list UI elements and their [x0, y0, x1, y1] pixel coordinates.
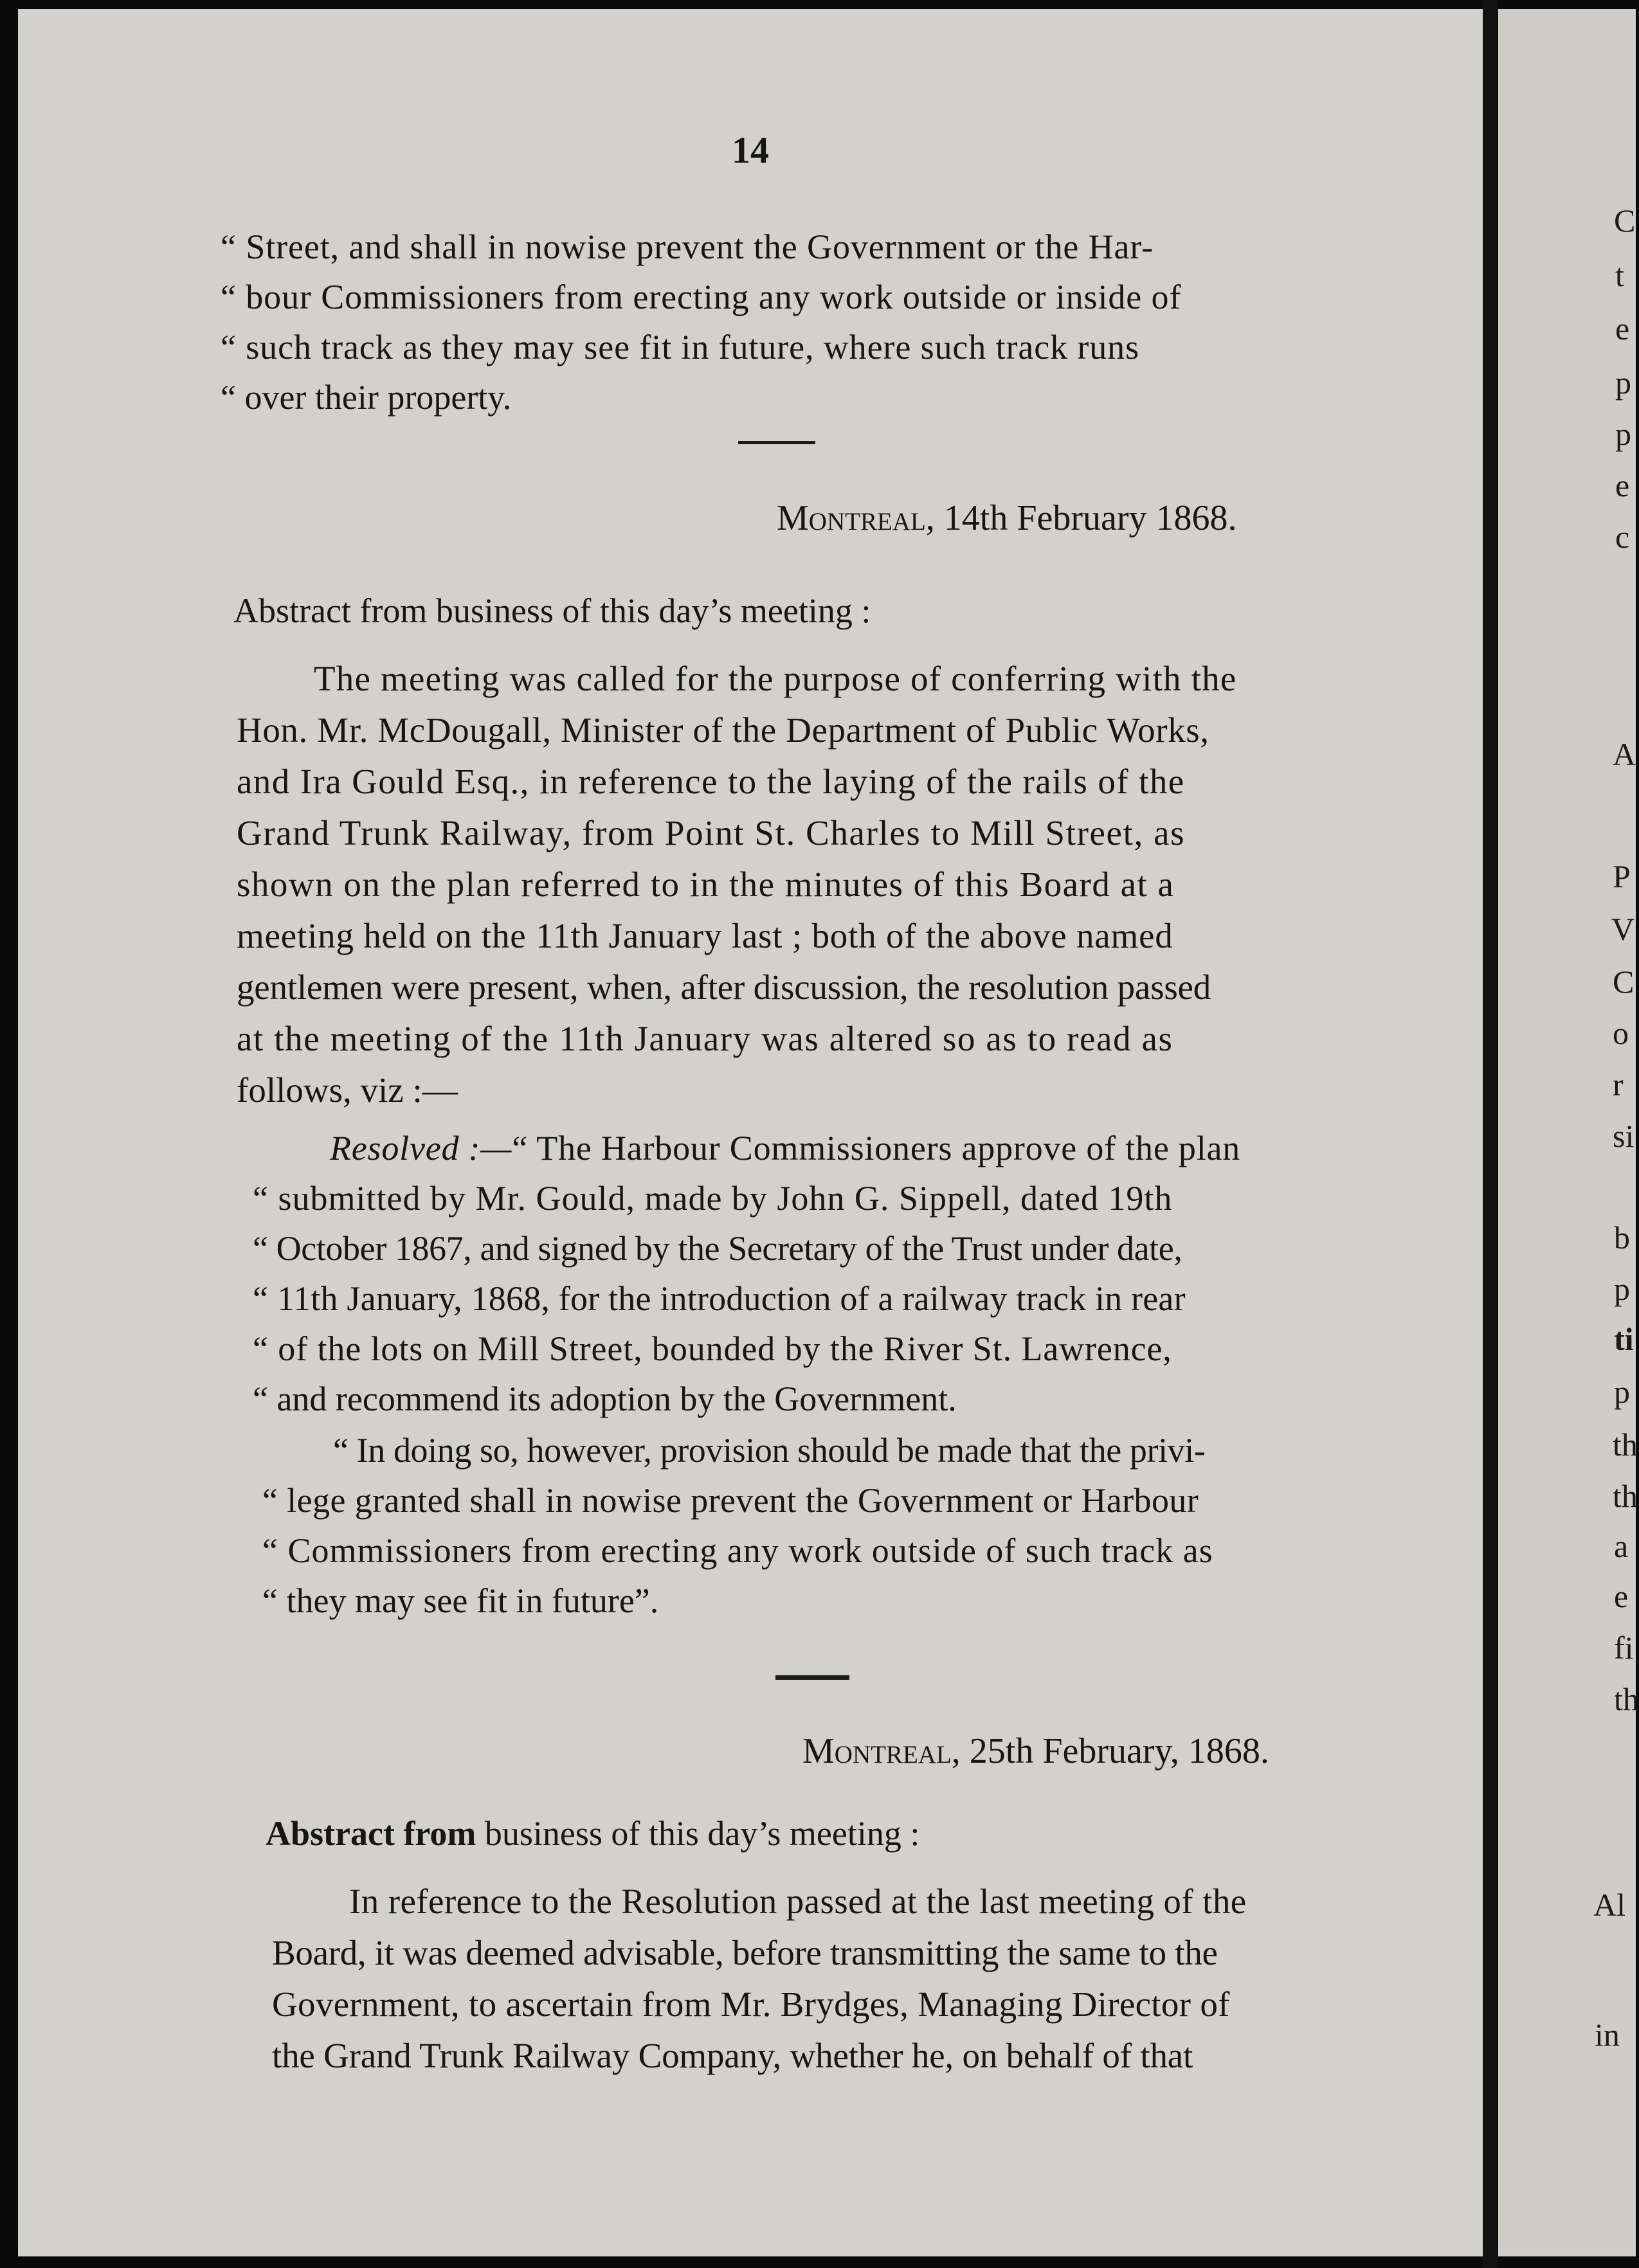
facing-fragment: in	[1595, 2017, 1620, 2053]
facing-fragment: e	[1614, 1578, 1629, 1614]
facing-fragment: e	[1615, 310, 1630, 346]
facing-fragment: ti	[1614, 1321, 1634, 1357]
resolution-text: “ The Harbour Commissioners approve of the plan	[512, 1129, 1241, 1167]
abstract-heading: Abstract from business of this day’s meeting :	[233, 591, 871, 630]
facing-fragment: t	[1615, 257, 1624, 293]
facing-fragment: fi	[1614, 1630, 1634, 1666]
body-line: The meeting was called for the purpose of conferring with the	[314, 659, 1237, 698]
page-number: 14	[732, 129, 769, 171]
quote-line: “ Street, and shall in nowise prevent the Government or the Har-	[221, 228, 1154, 266]
meeting-city: Montreal	[802, 1731, 952, 1771]
meeting-city: Montreal	[777, 498, 926, 538]
proviso-line: “ In doing so, however, provision should be made that the privi-	[333, 1431, 1206, 1470]
facing-fragment: a	[1614, 1528, 1629, 1564]
body-line: follows, viz :—	[237, 1070, 458, 1110]
quote-line: “ such track as they may see fit in future, where such track runs	[221, 328, 1139, 366]
quote-line: “ bour Commissioners from erecting any work outside or inside of	[221, 278, 1182, 316]
resolution-line: “ submitted by Mr. Gould, made by John G. Sippell, dated 19th	[253, 1179, 1173, 1218]
body-line: shown on the plan referred to in the minutes of this Board at a	[237, 865, 1175, 904]
body-line: the Grand Trunk Railway Company, whether he, on behalf of that	[272, 2036, 1193, 2075]
resolution-first-line	[330, 1129, 1240, 1167]
section-rule	[738, 441, 815, 444]
proviso-line: “ they may see fit in future”.	[262, 1581, 659, 1620]
facing-fragment: si	[1613, 1118, 1634, 1154]
facing-fragment: b	[1614, 1220, 1630, 1256]
resolution-line: “ of the lots on Mill Street, bounded by the River St. Lawrence,	[253, 1329, 1172, 1368]
resolved-label: Resolved :—	[330, 1129, 512, 1167]
page-gutter	[1483, 0, 1498, 2268]
body-line: Grand Trunk Railway, from Point St. Charles to Mill Street, as	[237, 813, 1186, 852]
meeting-date: , 14th February 1868.	[925, 498, 1237, 538]
meeting-date-line	[777, 499, 1237, 537]
body-line: at the meeting of the 11th January was altered so as to read as	[237, 1019, 1173, 1058]
facing-fragment: e	[1615, 467, 1630, 503]
meeting-date-line	[802, 1732, 1269, 1770]
body-line: meeting held on the 11th January last ; both of the above named	[237, 916, 1173, 955]
meeting-date: , 25th February, 1868.	[951, 1731, 1269, 1771]
section-rule	[775, 1675, 849, 1680]
facing-fragment: p	[1615, 364, 1631, 401]
facing-fragment: th	[1613, 1426, 1638, 1462]
facing-fragment: A	[1613, 736, 1636, 772]
resolution-line: “ October 1867, and signed by the Secretary of the Trust under date,	[253, 1229, 1182, 1268]
resolution-line: “ 11th January, 1868, for the introduction of a railway track in rear	[253, 1279, 1186, 1318]
proviso-line: “ Commissioners from erecting any work outside of such track as	[262, 1531, 1213, 1570]
body-line: In reference to the Resolution passed at the last meeting of the	[349, 1882, 1247, 1921]
abstract-heading-rest: business of this day’s meeting :	[476, 1814, 920, 1853]
facing-fragment: P	[1613, 858, 1631, 894]
proviso-line: “ lege granted shall in nowise prevent the Government or Harbour	[262, 1481, 1199, 1520]
body-line: Government, to ascertain from Mr. Brydges, Managing Director of	[272, 1985, 1230, 2024]
quote-line: “ over their property.	[221, 378, 512, 417]
document-page	[18, 9, 1483, 2256]
body-line: gentlemen were present, when, after discussion, the resolution passed	[237, 968, 1211, 1007]
facing-page-edge	[1498, 9, 1639, 2256]
facing-fragment: p	[1614, 1374, 1630, 1410]
facing-fragment: C	[1613, 964, 1634, 1000]
facing-fragment: th	[1614, 1681, 1639, 1717]
facing-fragment: c	[1615, 519, 1630, 555]
facing-fragment: V	[1611, 911, 1635, 947]
abstract-heading	[266, 1814, 919, 1853]
abstract-heading-bold: Abstract from	[266, 1814, 476, 1853]
facing-fragment: p	[1614, 1271, 1630, 1307]
body-line: and Ira Gould Esq., in reference to the laying of the rails of the	[237, 762, 1185, 801]
facing-fragment: th	[1613, 1478, 1638, 1514]
facing-fragment: o	[1613, 1015, 1629, 1051]
body-line: Board, it was deemed advisable, before transmitting the same to the	[272, 1933, 1218, 1972]
facing-fragment: Al	[1593, 1887, 1625, 1923]
body-line: Hon. Mr. McDougall, Minister of the Department of Public Works,	[237, 710, 1209, 750]
facing-fragment: r	[1613, 1066, 1624, 1102]
facing-fragment: C	[1614, 203, 1636, 239]
resolution-line: “ and recommend its adoption by the Government.	[253, 1380, 957, 1418]
facing-fragment: p	[1615, 416, 1631, 452]
